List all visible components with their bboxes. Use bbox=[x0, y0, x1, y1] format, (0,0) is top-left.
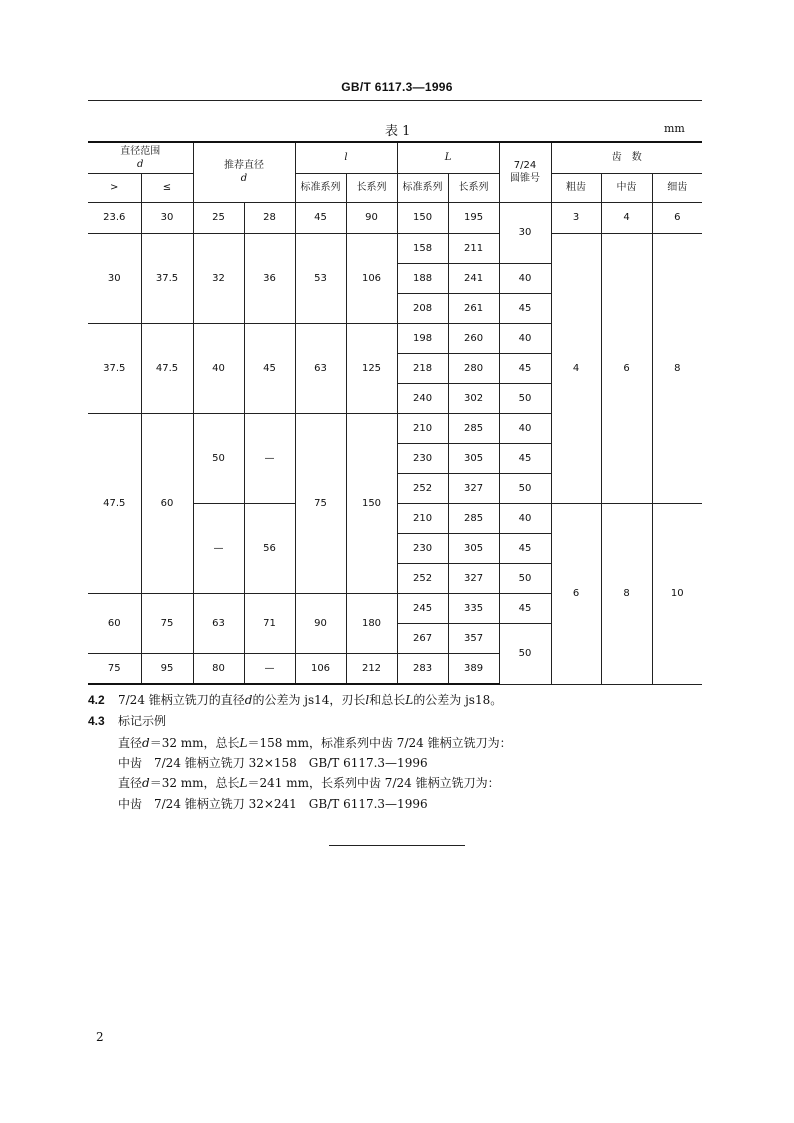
table-cell: 71 bbox=[244, 593, 295, 653]
table-cell: 357 bbox=[448, 623, 499, 653]
table-cell: 75 bbox=[141, 593, 193, 653]
table-cell: 241 bbox=[448, 263, 499, 293]
table-unit: mm bbox=[664, 122, 685, 135]
example-2: 直径d＝32 mm，总长L＝241 mm，长系列中齿 7/24 锥柄立铣刀为： bbox=[118, 776, 500, 790]
table-cell: 150 bbox=[346, 413, 397, 593]
table-cell: 63 bbox=[295, 323, 346, 413]
header-taper: 7/24 圆锥号 bbox=[499, 142, 551, 202]
example-2-marking: 中齿 7/24 锥柄立铣刀 32×241 GB/T 6117.3—1996 bbox=[118, 797, 428, 811]
header-l-long: 长系列 bbox=[346, 173, 397, 202]
table-cell: 45 bbox=[499, 533, 551, 563]
table-cell: 158 bbox=[397, 233, 448, 263]
table-cell: 212 bbox=[346, 653, 397, 684]
table-cell: 6 bbox=[652, 202, 702, 233]
page-number: 2 bbox=[96, 1030, 104, 1044]
table-cell: 63 bbox=[193, 593, 244, 653]
table-cell: 211 bbox=[448, 233, 499, 263]
table-cell: 23.6 bbox=[88, 202, 141, 233]
table-cell: 56 bbox=[244, 503, 295, 593]
table-cell: 40 bbox=[499, 503, 551, 533]
table-cell: — bbox=[244, 413, 295, 503]
header-le: ≤ bbox=[141, 173, 193, 202]
table-cell: 245 bbox=[397, 593, 448, 623]
table-cell: 50 bbox=[499, 563, 551, 593]
table-cell: 389 bbox=[448, 653, 499, 684]
table-cell: 10 bbox=[652, 503, 702, 684]
header-fine: 细齿 bbox=[652, 173, 702, 202]
table-cell: 4 bbox=[601, 202, 652, 233]
table-cell: 8 bbox=[601, 503, 652, 684]
table-cell: 36 bbox=[244, 233, 295, 323]
table-cell: 60 bbox=[88, 593, 141, 653]
table-cell: 50 bbox=[499, 383, 551, 413]
table-cell: 40 bbox=[499, 323, 551, 353]
table-cell: 302 bbox=[448, 383, 499, 413]
table-cell: 50 bbox=[499, 623, 551, 684]
table-cell: 106 bbox=[346, 233, 397, 323]
table-cell: 218 bbox=[397, 353, 448, 383]
header-gt: > bbox=[88, 173, 141, 202]
header-l: l bbox=[295, 142, 397, 173]
milling-cutter-table bbox=[88, 141, 702, 685]
table-cell: 37.5 bbox=[88, 323, 141, 413]
table-cell: — bbox=[244, 653, 295, 684]
table-cell: 252 bbox=[397, 563, 448, 593]
table-cell: 188 bbox=[397, 263, 448, 293]
table-cell: 285 bbox=[448, 503, 499, 533]
table-cell: 106 bbox=[295, 653, 346, 684]
header-teeth: 齿 数 bbox=[551, 142, 702, 173]
header-rec-dia: 推荐直径 d bbox=[193, 142, 295, 202]
document-header: GB/T 6117.3—1996 bbox=[341, 80, 453, 94]
table-cell: 280 bbox=[448, 353, 499, 383]
table-cell: 45 bbox=[499, 293, 551, 323]
table-cell: — bbox=[193, 503, 244, 593]
table-cell: 6 bbox=[601, 233, 652, 503]
table-cell: 50 bbox=[499, 473, 551, 503]
table-cell: 30 bbox=[141, 202, 193, 233]
end-rule bbox=[329, 845, 465, 846]
table-cell: 30 bbox=[499, 202, 551, 263]
table-cell: 208 bbox=[397, 293, 448, 323]
table-cell: 45 bbox=[295, 202, 346, 233]
table-cell: 25 bbox=[193, 202, 244, 233]
clause-4-2: 4.2 7/24 锥柄立铣刀的直径d的公差为 js14，刃长l和总长L的公差为 js18。 bbox=[88, 693, 503, 707]
table-cell: 32 bbox=[193, 233, 244, 323]
table-cell: 305 bbox=[448, 443, 499, 473]
table-cell: 47.5 bbox=[88, 413, 141, 593]
table-cell: 230 bbox=[397, 443, 448, 473]
header-dia-range: 直径范围 d bbox=[88, 142, 193, 173]
table-cell: 40 bbox=[499, 263, 551, 293]
table-cell: 180 bbox=[346, 593, 397, 653]
table-cell: 198 bbox=[397, 323, 448, 353]
table-cell: 195 bbox=[448, 202, 499, 233]
header-l-std: 标准系列 bbox=[295, 173, 346, 202]
table-cell: 261 bbox=[448, 293, 499, 323]
example-1: 直径d＝32 mm，总长L＝158 mm，标准系列中齿 7/24 锥柄立铣刀为： bbox=[118, 736, 512, 750]
table-cell: 95 bbox=[141, 653, 193, 684]
table-cell: 210 bbox=[397, 413, 448, 443]
table-cell: 60 bbox=[141, 413, 193, 593]
table-cell: 40 bbox=[193, 323, 244, 413]
table-cell: 50 bbox=[193, 413, 244, 503]
table-cell: 75 bbox=[295, 413, 346, 593]
table-cell: 335 bbox=[448, 593, 499, 623]
table-cell: 6 bbox=[551, 503, 601, 684]
table-cell: 53 bbox=[295, 233, 346, 323]
table-cell: 267 bbox=[397, 623, 448, 653]
table-cell: 252 bbox=[397, 473, 448, 503]
clause-4-3: 4.3 标记示例 bbox=[88, 714, 167, 728]
table-cell: 240 bbox=[397, 383, 448, 413]
header-L: L bbox=[397, 142, 499, 173]
table-caption: 表 1 bbox=[385, 124, 411, 139]
table-cell: 90 bbox=[295, 593, 346, 653]
table-cell: 125 bbox=[346, 323, 397, 413]
table-cell: 75 bbox=[88, 653, 141, 684]
table-cell: 3 bbox=[551, 202, 601, 233]
table-cell: 28 bbox=[244, 202, 295, 233]
header-L-std: 标准系列 bbox=[397, 173, 448, 202]
table-cell: 90 bbox=[346, 202, 397, 233]
table-cell: 8 bbox=[652, 233, 702, 503]
table-cell: 230 bbox=[397, 533, 448, 563]
table-cell: 4 bbox=[551, 233, 601, 503]
table-cell: 80 bbox=[193, 653, 244, 684]
table-cell: 37.5 bbox=[141, 233, 193, 323]
table-cell: 285 bbox=[448, 413, 499, 443]
header-rule bbox=[88, 100, 702, 101]
table-cell: 30 bbox=[88, 233, 141, 323]
example-1-marking: 中齿 7/24 锥柄立铣刀 32×158 GB/T 6117.3—1996 bbox=[118, 756, 428, 770]
table-cell: 327 bbox=[448, 563, 499, 593]
table-cell: 45 bbox=[499, 443, 551, 473]
table-cell: 260 bbox=[448, 323, 499, 353]
header-L-long: 长系列 bbox=[448, 173, 499, 202]
table-cell: 47.5 bbox=[141, 323, 193, 413]
table-cell: 210 bbox=[397, 503, 448, 533]
header-coarse: 粗齿 bbox=[551, 173, 601, 202]
table-cell: 150 bbox=[397, 202, 448, 233]
table-cell: 45 bbox=[244, 323, 295, 413]
table-cell: 327 bbox=[448, 473, 499, 503]
table-cell: 40 bbox=[499, 413, 551, 443]
table-cell: 45 bbox=[499, 593, 551, 623]
table-cell: 283 bbox=[397, 653, 448, 684]
table-cell: 45 bbox=[499, 353, 551, 383]
table-cell: 305 bbox=[448, 533, 499, 563]
header-medium: 中齿 bbox=[601, 173, 652, 202]
